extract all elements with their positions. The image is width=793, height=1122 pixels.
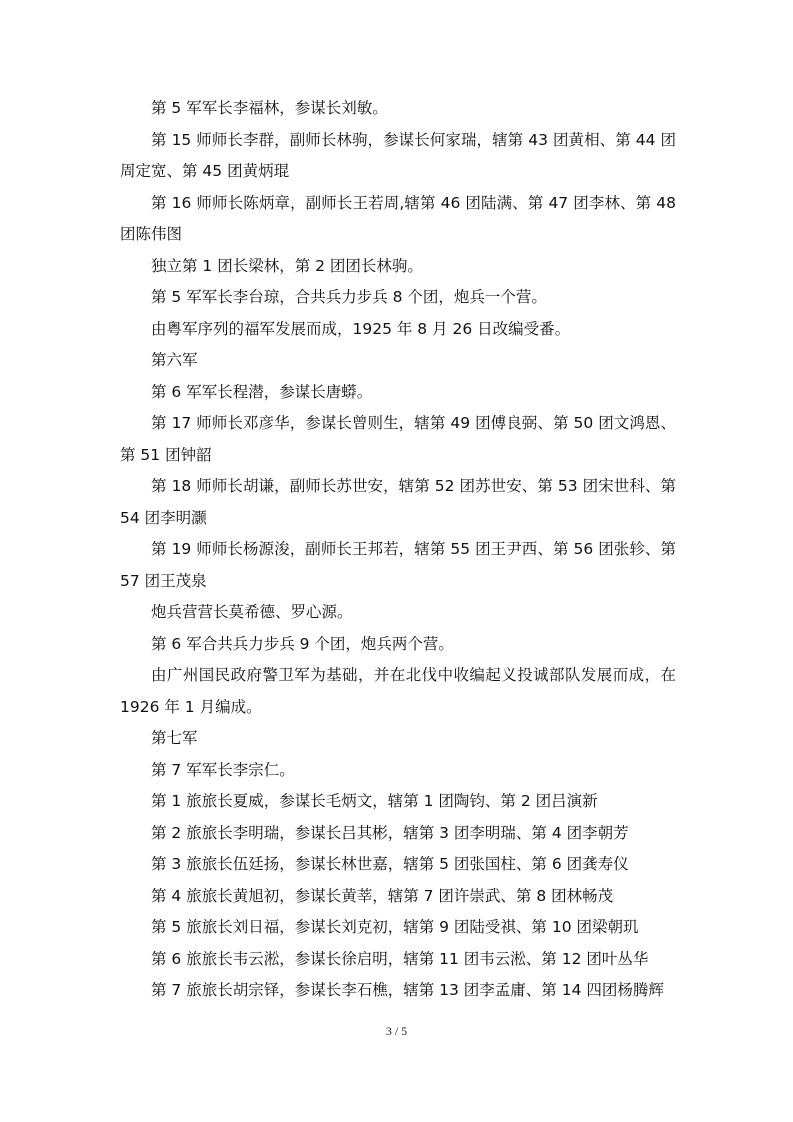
section-heading: 第六军 — [151, 351, 198, 369]
paragraph: 炮兵营营长莫希德、罗心源。 — [151, 603, 353, 621]
paragraph: 第 5 军军长李台琼，合共兵力步兵 8 个团，炮兵一个营。 — [151, 288, 547, 306]
paragraph: 第 7 军军长李宗仁。 — [151, 760, 295, 779]
paragraph: 第 1 旅旅长夏威，参谋长毛炳文，辖第 1 团陶钧、第 2 团吕演新 — [151, 792, 598, 810]
paragraph: 第 6 军合共兵力步兵 9 个团，炮兵两个营。 — [151, 634, 454, 653]
paragraph: 第 4 旅旅长黄旭初，参谋长黄莘，辖第 7 团许崇武、第 8 团林畅茂 — [151, 886, 614, 905]
paragraph: 第 3 旅旅长伍廷扬，参谋长林世嘉，辖第 5 团张国柱、第 6 团龚寿仪 — [151, 855, 629, 873]
paragraph: 第 16 师师长陈炳章，副师长王若周,辖第 46 团陆满、第 47 团李林、第 48 团陈伟图 — [120, 193, 676, 243]
paragraph: 第 17 师师长邓彦华，参谋长曾则生，辖第 49 团傅良弼、第 50 团文鸿恩、第 51 团钟韶 — [120, 414, 676, 464]
paragraph: 第 15 师师长李群，副师长林驹，参谋长何家瑞，辖第 43 团黄相、第 44 团周定宽、第 45 团黄炳琨 — [120, 130, 676, 180]
paragraph: 第 2 旅旅长李明瑞，参谋长吕其彬，辖第 3 团李明瑞、第 4 团李朝芳 — [151, 823, 629, 842]
paragraph: 第 18 师师长胡谦，副师长苏世安，辖第 52 团苏世安、第 53 团宋世科、第 54 团李明灏 — [120, 477, 676, 527]
paragraph: 由广州国民政府警卫军为基础，并在北伐中收编起义投诚部队发展而成，在 1926 年 1 月编成。 — [120, 666, 676, 716]
paragraph: 由粤军序列的福军发展而成，1925 年 8 月 26 日改编受番。 — [151, 319, 571, 338]
paragraph: 独立第 1 团长梁林，第 2 团团长林驹。 — [151, 256, 423, 275]
document-body — [120, 93, 676, 1007]
paragraph: 第 5 军军长李福林，参谋长刘敏。 — [151, 99, 388, 117]
paragraph: 第 5 旅旅长刘日福，参谋长刘克初，辖第 9 团陆受祺、第 10 团梁朝玑 — [151, 918, 639, 936]
paragraph: 第 19 师师长杨源浚，副师长王邦若，辖第 55 团王尹西、第 56 团张轸、第 57 团王茂泉 — [120, 540, 676, 590]
section-heading: 第七军 — [151, 729, 198, 747]
paragraph: 第 6 旅旅长韦云淞，参谋长徐启明，辖第 11 团韦云淞、第 12 团叶丛华 — [151, 949, 649, 968]
paragraph: 第 7 旅旅长胡宗铎，参谋长李石樵，辖第 13 团李孟庸、第 14 四团杨腾辉 — [151, 981, 664, 999]
page-number: 3 / 5 — [385, 1024, 408, 1038]
paragraph: 第 6 军军长程潜，参谋长唐蟒。 — [151, 382, 373, 401]
